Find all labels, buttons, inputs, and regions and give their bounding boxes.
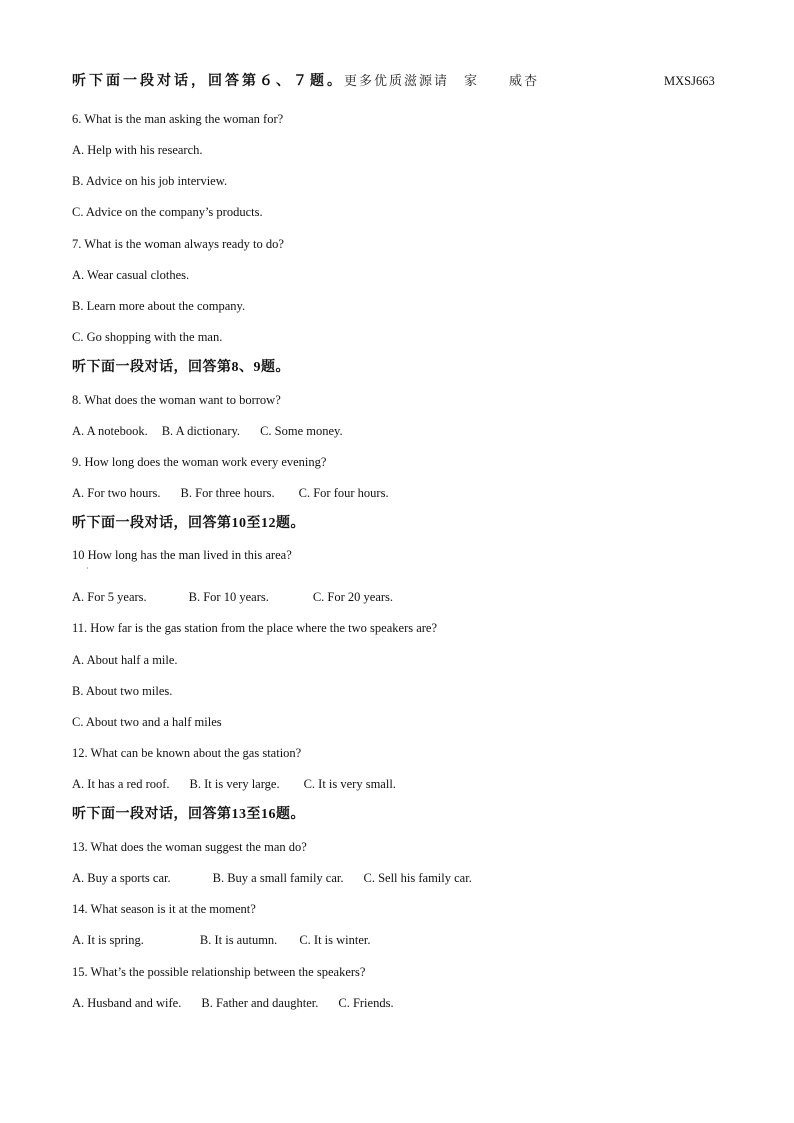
section-heading-text: 听下面一段对话，回答第６、７题。: [72, 74, 344, 89]
question-13-options: [72, 870, 472, 886]
question-7-option-b: B. Learn more about the company.: [72, 299, 246, 313]
question-7-option-c: C. Go shopping with the man.: [72, 330, 223, 344]
question-14-option-c: C. It is winter.: [299, 933, 371, 947]
question-12-options: [72, 776, 396, 792]
question-12-option-b: B. It is very large.: [189, 777, 280, 791]
section-heading-13-16: 听下面一段对话，回答第13至16题。: [72, 807, 305, 822]
question-8-options: [72, 423, 343, 439]
question-8-option-b: B. A dictionary.: [161, 424, 241, 438]
question-6: 6. What is the man asking the woman for?: [72, 112, 284, 126]
question-8-option-a: A. A notebook.: [72, 424, 148, 438]
question-11-option-b: B. About two miles.: [72, 684, 173, 698]
section-heading-6-7: [72, 73, 539, 90]
question-12: 12. What can be known about the gas station?: [72, 746, 302, 760]
section-heading-10-12: 听下面一段对话，回答第10至12题。: [72, 516, 305, 531]
question-15: 15. What’s the possible relationship between the speakers?: [72, 965, 366, 979]
question-11-option-c: C. About two and a half miles: [72, 715, 222, 729]
question-10-option-a: A. For 5 years.: [72, 590, 147, 604]
question-13-option-b: B. Buy a small family car.: [212, 871, 344, 885]
question-15-options: [72, 995, 394, 1011]
question-12-option-c: C. It is very small.: [303, 777, 396, 791]
question-9-options: [72, 485, 389, 501]
question-14-option-b: B. It is autumn.: [199, 933, 278, 947]
watermark-code: MXSJ663: [664, 74, 715, 88]
question-13-option-a: A. Buy a sports car.: [72, 871, 171, 885]
question-15-option-c: C. Friends.: [338, 996, 394, 1010]
question-14-options: [72, 932, 371, 948]
question-10-option-c: C. For 20 years.: [312, 590, 394, 604]
question-11-option-a: A. About half a mile.: [72, 653, 178, 667]
question-6-option-b: B. Advice on his job interview.: [72, 174, 228, 188]
question-8: 8. What does the woman want to borrow?: [72, 393, 281, 407]
question-12-option-a: A. It has a red roof.: [72, 777, 170, 791]
question-10-options: [72, 589, 393, 605]
stray-dot-mark: ·: [86, 564, 89, 573]
question-10: 10 How long has the man lived in this area?: [72, 548, 292, 562]
question-9-option-b: B. For three hours.: [180, 486, 275, 500]
question-15-option-a: A. Husband and wife.: [72, 996, 182, 1010]
question-9-option-a: A. For two hours.: [72, 486, 161, 500]
question-6-option-a: A. Help with his research.: [72, 143, 203, 157]
watermark-text: 更多优质滋源请 家 威杏: [344, 73, 540, 88]
question-8-option-c: C. Some money.: [260, 424, 343, 438]
question-6-option-c: C. Advice on the company’s products.: [72, 205, 263, 219]
question-9-option-c: C. For four hours.: [298, 486, 389, 500]
question-13: 13. What does the woman suggest the man do?: [72, 840, 307, 854]
question-14: 14. What season is it at the moment?: [72, 902, 256, 916]
question-7-option-a: A. Wear casual clothes.: [72, 268, 190, 282]
section-heading-8-9: 听下面一段对话，回答第8、9题。: [72, 360, 290, 375]
question-13-option-c: C. Sell his family car.: [363, 871, 472, 885]
question-10-option-b: B. For 10 years.: [188, 590, 269, 604]
question-15-option-b: B. Father and daughter.: [201, 996, 319, 1010]
question-9: 9. How long does the woman work every evening?: [72, 455, 327, 469]
question-7: 7. What is the woman always ready to do?: [72, 237, 284, 251]
question-14-option-a: A. It is spring.: [72, 933, 144, 947]
question-11: 11. How far is the gas station from the place where the two speakers are?: [72, 621, 438, 635]
